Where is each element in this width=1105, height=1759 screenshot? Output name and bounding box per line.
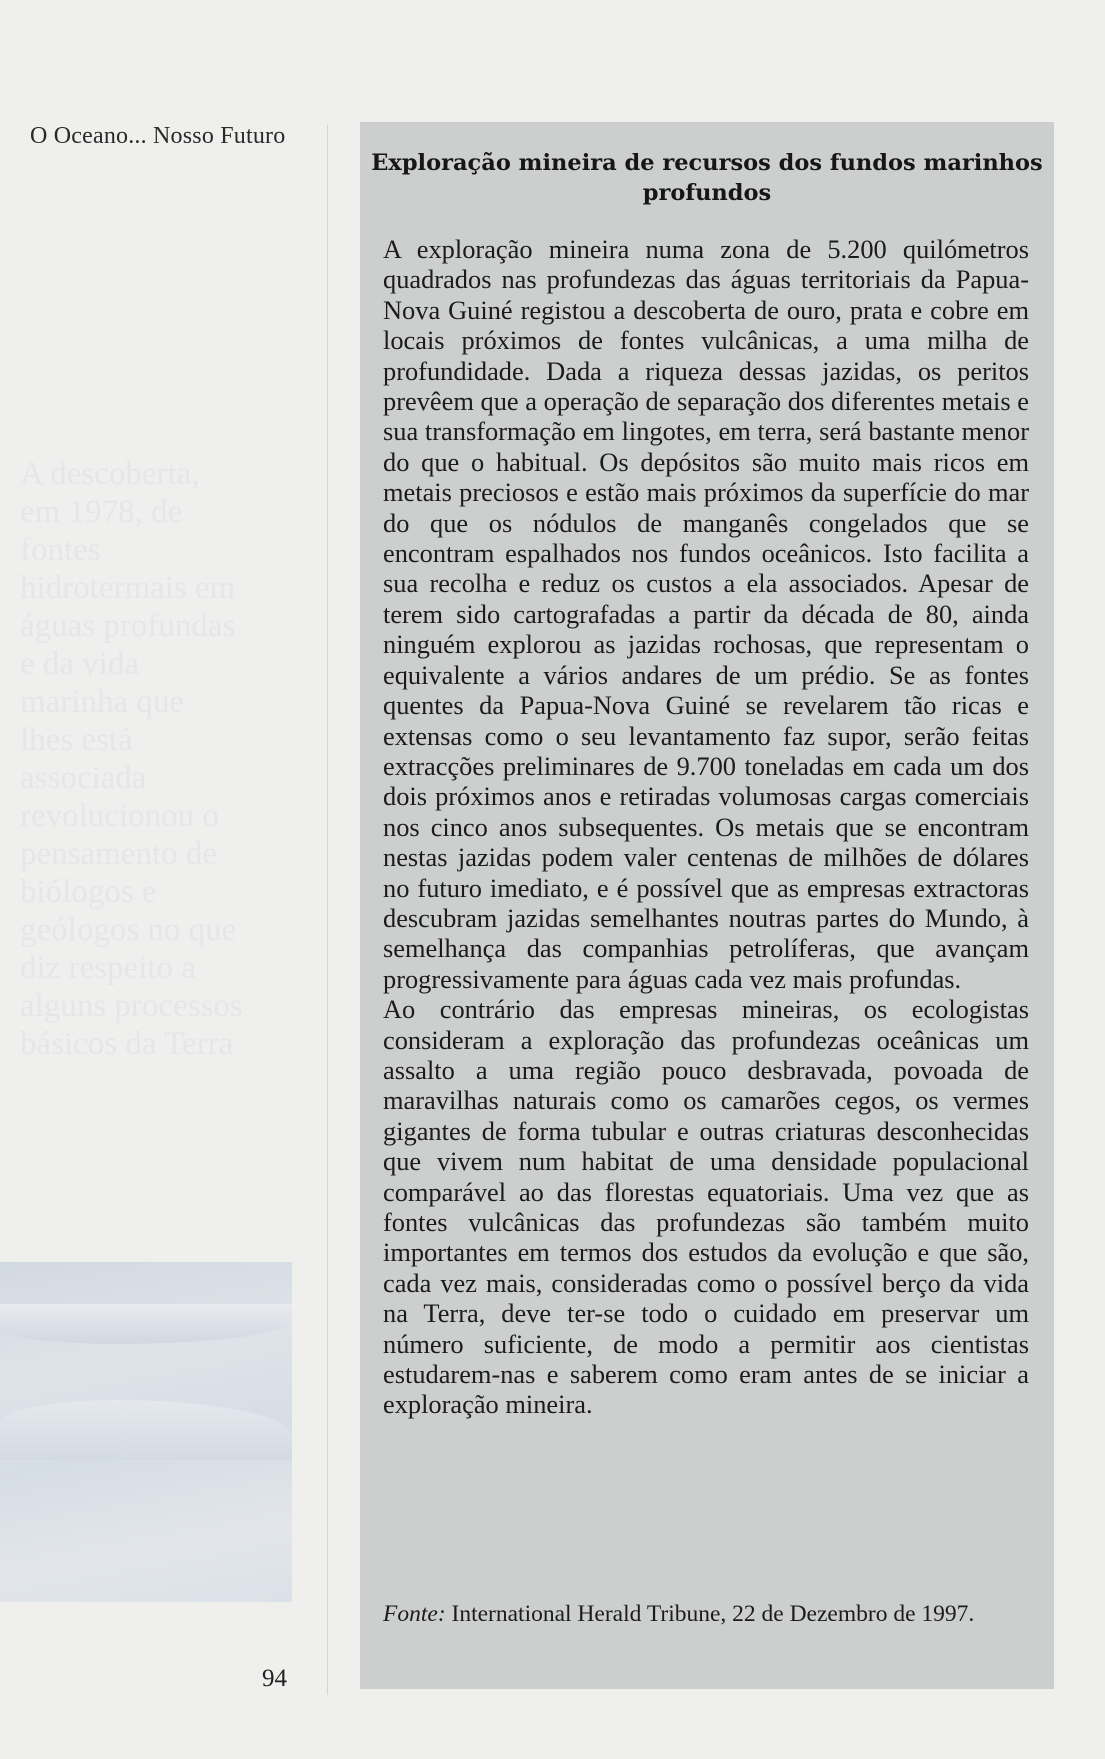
margin-photo-ocean — [0, 1262, 292, 1602]
photo-wave-highlight — [0, 1304, 292, 1344]
source-label: Fonte: — [383, 1601, 446, 1627]
running-head: O Oceano... Nosso Futuro — [30, 123, 286, 149]
box-paragraph: Ao contrário das empresas mineiras, os ecologistas consideram a exploração das profundezas oceânicas um assalto a uma região pouco desbravada, povoada de maravilhas naturais como os camarões cegos, os vermes gigantes de forma tubular e outras criaturas desconhecidas que vivem num habitat de uma densidade populacional comparável ao das florestas equatoriais. Uma vez que as fontes vulcânicas das profundezas são também muito importantes em termos dos estudos da evolução e que são, cada vez mais, consideradas como o possível berço da vida na Terra, deve ter-se todo o cuidado em preservar um número suficiente, de modo a permitir aos cientistas estudarem-nas e saberem como eram antes de se iniciar a exploração mineira. — [383, 994, 1029, 1420]
box-title: Exploração mineira de recursos dos fundos marinhos profundos — [371, 150, 1043, 206]
box-paragraph: A exploração mineira numa zona de 5.200 quilómetros quadrados nas profundezas das águas territoriais da Papua-Nova Guiné registou a descoberta de ouro, prata e cobre em locais próximos de fontes vulcânicas, a uma milha de profundidade. Dada a riqueza dessas jazidas, os peritos prevêem que a operação de separação dos diferentes metais e sua transformação em lingotes, em terra, será bastante menor do que o habitual. Os depósitos são muito mais ricos em metais preciosos e estão mais próximos da superfície do mar do que os nódulos de manganês congelados que se encontram espalhados nos fundos oceânicos. Isto facilita a sua recolha e reduz os custos a ela associados. Apesar de terem sido cartografadas a partir da década de 80, ainda ninguém explorou as jazidas rochosas, que representam o equivalente a vários andares de um prédio. Se as fontes quentes da Papua-Nova Guiné se revelarem tão ricas e extensas como o seu levantamento faz supor, serão feitas extracções preliminares de 9.700 toneladas em cada um dos dois próximos anos e retiradas volumosas cargas comerciais nos cinco anos subsequentes. Os metais que se encontram nestas jazidas podem valer centenas de milhões de dólares no futuro imediato, e é possível que as empresas extractoras descubram jazidas semelhantes noutras partes do Mundo, à semelhança das companhias petrolíferas, que avançam progressivamente para águas cada vez mais profundas. — [383, 234, 1029, 994]
box-body — [383, 234, 1029, 1420]
column-divider — [327, 125, 328, 1695]
source-citation — [383, 1601, 1043, 1628]
photo-wave-lower — [0, 1400, 292, 1460]
source-text: International Herald Tribune, 22 de Dezembro de 1997. — [445, 1601, 975, 1627]
margin-note-show-through: A descoberta, em 1978, de fontes hidrotermais em águas profundas e da vida marinha que lhes está associada revolucionou o pensamento de biólogos e geólogos no que diz respeito a alguns processos básicos da Terra — [20, 456, 243, 1062]
page-number: 94 — [262, 1665, 287, 1692]
